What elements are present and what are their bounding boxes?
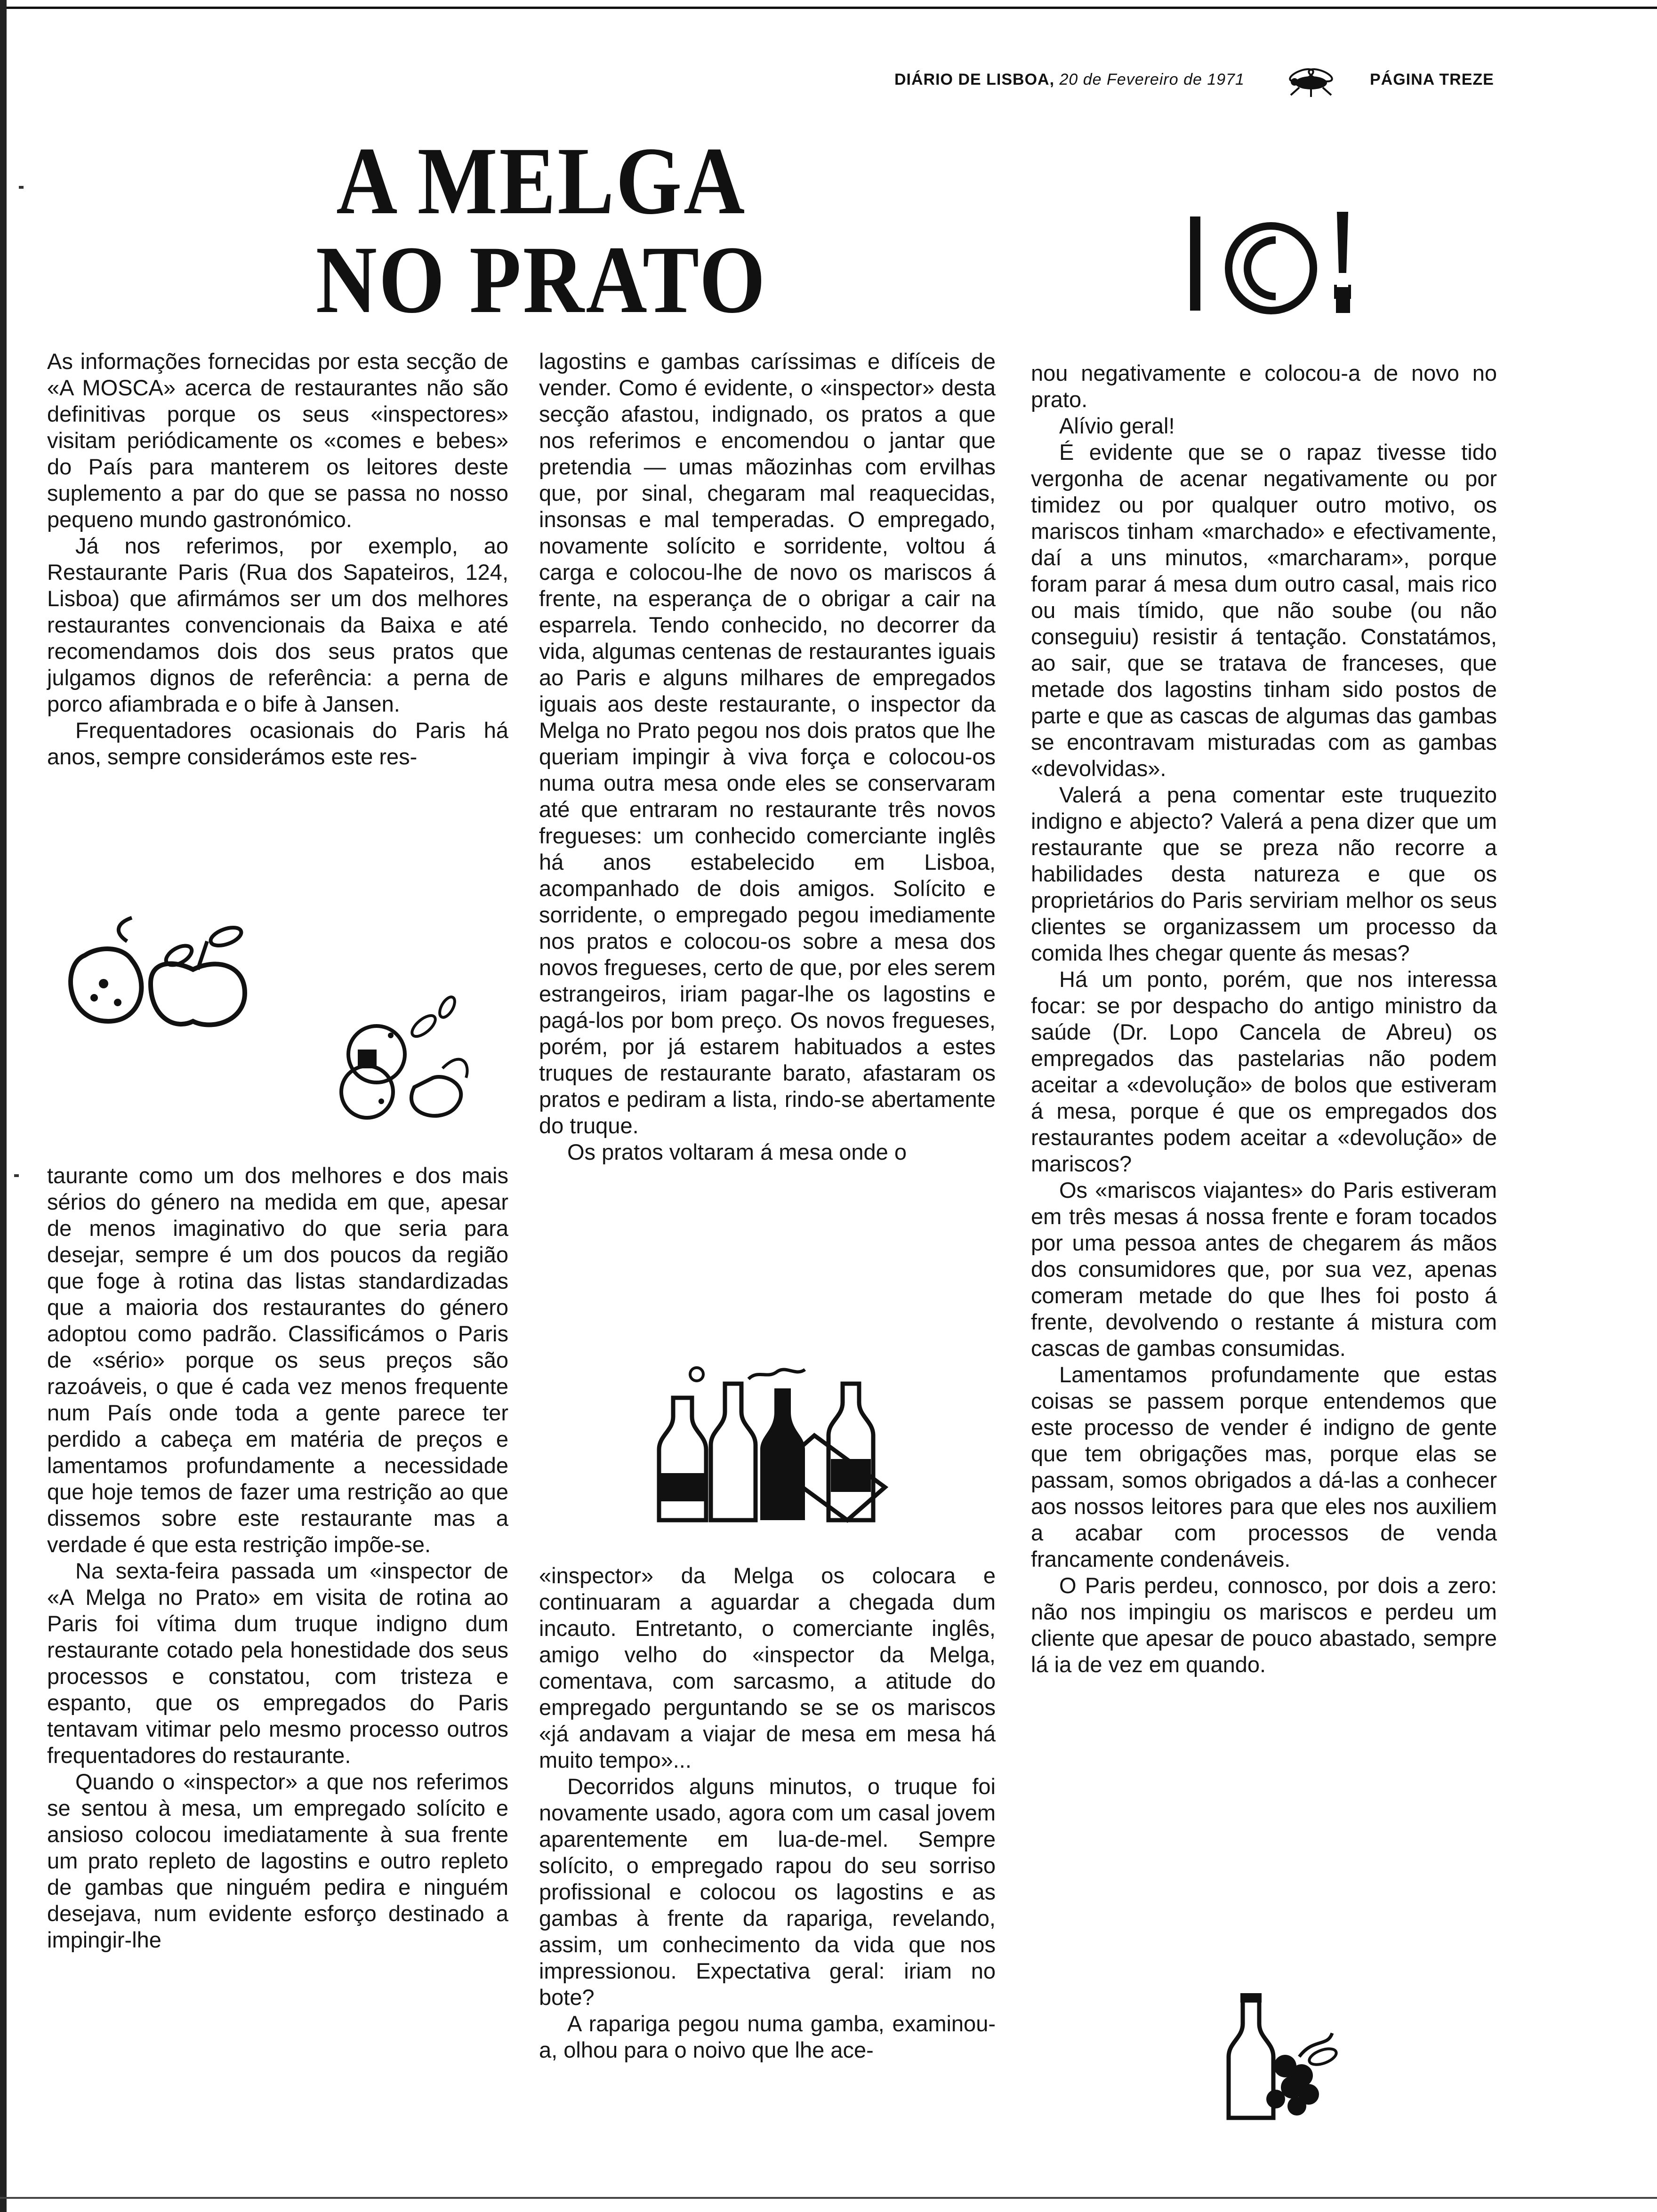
publication-name: DIÁRIO DE LISBOA,	[894, 71, 1055, 88]
paragraph: O Paris perdeu, connosco, por dois a zero: não nos impingiu os mariscos e perdeu um cliente que apesar de pouco abastado, sempre lá ia de vez em quando.	[1031, 1573, 1497, 1677]
paragraph: Decorridos alguns minutos, o truque foi novamente usado, agora com um casal jovem aparentemente em lua-de-mel. Sempre solícito, o empregado rapou do seu sorriso profissional e colocou os lagostins e as gambas à frente da rapariga, revelando, assim, um conhecimento da vida que nos impressionou. Expectativa geral: iriam no bote?	[539, 1774, 996, 2010]
paragraph: Já nos referimos, por exemplo, ao Restaurante Paris (Rua dos Sapateiros, 124, Lisboa) que afirmámos ser um dos melhores restaurantes convencionais da Baixa e até recomendamos dois dos seus pratos que julgamos dignos de referência: a perna de porco afiambrada e o bife à Jansen.	[47, 533, 508, 716]
paragraph: lagostins e gambas caríssimas e difíceis de vender. Como é evidente, o «inspector» desta secção afastou, indignado, os pratos a que nos referimos e encomendou o jantar que pretendia — umas mãozinhas com ervilhas que, por sinal, chegaram mal reaquecidas, insonsas e mal temperadas. O empregado, novamente solícito e sorridente, voltou á carga e colocou-lhe de novo os mariscos á frente, na esperança de o obrigar a cair na esparrela. Tendo conhecido, no decorrer da vida, algumas centenas de restaurantes iguais ao Paris e alguns milhares de empregados iguais aos deste restaurante, o inspector da Melga no Prato pegou nos dois pratos que lhe queriam impingir à viva força e colocou-os numa outra mesa onde eles se conservaram até que entraram no restaurante três novos fregueses: um conhecido comerciante inglês há anos estabelecido em Lisboa, acompanhado de dois amigos. Solícito e sorridente, o empregado pegou imediamente nos pratos e colocou-os sobre a mesa dos novos fregueses, certo de que, por eles serem estrangeiros, iriam pagar-lhe os lagostins e pagá-los por bom preço. Os novos fregueses, porém, por já estarem habituados a estes truques de restaurante barato, afastaram os pratos e pediram a lista, rindo-se abertamente do truque.	[539, 349, 996, 1138]
paragraph: Alívio geral!	[1059, 413, 1175, 438]
page-header	[894, 71, 1506, 89]
paragraph: Na sexta-feira passada um «inspector de «A Melga no Prato» em visita de rotina ao Paris foi vítima dum truque indigno dum restaurante cotado pela honestidade dos seus processos e constatou, com tristeza e espanto, que os empregados do Paris tentavam vitimar pelo mesmo processo outros frequentadores do restaurante.	[47, 1558, 508, 1768]
plate-cutlery-logo-icon	[1186, 207, 1356, 320]
scan-mark	[14, 1174, 19, 1177]
column-3	[1031, 360, 1497, 1678]
top-rule	[0, 7, 1657, 9]
paragraph: taurante como um dos melhores e dos mais sérios do género na medida em que, apesar de menos imaginativo do que seria para desejar, sempre é um dos poucos da região que foge à rotina das listas standardizadas que a maioria dos restaurantes do género adoptou como padrão. Classificámos o Paris de «sério» porque os seus preços são razoáveis, o que é cada vez menos frequente num País onde toda a gente parece ter perdido a cabeça em matéria de preços e lamentamos profundamente a necessidade que hoje temos de fazer uma restrição ao que dissemos sobre este restaurante mas a verdade é que esta restrição impõe-se.	[47, 1163, 508, 1557]
paragraph: nou negativamente e colocou-a de novo no prato.	[1031, 361, 1497, 412]
wine-and-grapes-icon	[1205, 1986, 1346, 2127]
bottom-rule	[0, 2197, 1657, 2199]
title-line-1: A MELGA	[336, 128, 747, 234]
paragraph: Frequentadores ocasionais do Paris há anos, sempre considerámos este res-	[47, 718, 508, 769]
paragraph: Os «mariscos viajantes» do Paris estiveram em três mesas á nossa frente e foram tocados por uma pessoa antes de chegarem ás mãos dos consumidores que, por sua vez, apenas comeram metade do que lhes foi posto á frente, devolvendo o restante á mistura com cascas de gambas consumidas.	[1031, 1178, 1497, 1361]
column-2-top	[539, 348, 996, 1165]
page-number-label: PÁGINA TREZE	[1370, 71, 1494, 88]
paragraph: Lamentamos profundamente que estas coisas se passem porque entendemos que este processo de vender é indigno de gente que tem obrigações mas, porque elas se passam, somos obrigados a dá-las a conhecer aos nossos leitores para que eles nos auxiliem a acabar com processos de venda francamente condenáveis.	[1031, 1362, 1497, 1571]
article-title	[314, 128, 769, 333]
paragraph: É evidente que se o rapaz tivesse tido vergonha de acenar negativamente ou por timidez ou por qualquer outro motivo, os mariscos tinham «marchado» e efectivamente, daí a uns minutos, «marcharam», porque foram parar á mesa dum outro casal, mais rico ou mais tímido, que não soube (ou não conseguiu) resistir á tentação. Constatámos, ao sair, que se tratava de franceses, que metade dos lagostins tinham sido postos de parte e que as cascas de algumas das gambas se encontravam misturadas com as gambas «devolvidas».	[1031, 440, 1497, 781]
paragraph: As informações fornecidas por esta secção de «A MOSCA» acerca de restaurantes não são definitivas porque os seus «inspectores» visitam periódicamente os «comes e bebes» do País para manterem os leitores deste suplemento a par do que se passa no nosso pequeno mundo gastronómico.	[47, 349, 508, 532]
column-1-bottom	[47, 1162, 508, 1953]
column-1-top	[47, 348, 508, 770]
paragraph: Há um ponto, porém, que nos interessa focar: se por despacho do antigo ministro da saúde (Dr. Lopo Cancela de Abreu) os empregados das pastelarias não podem aceitar a «devolução» de bolos que estiveram á mesa, porque é que os empregados dos restaurantes podem aceitar a «devolução» de mariscos?	[1031, 967, 1497, 1176]
paragraph: A rapariga pegou numa gamba, examinou-a, olhou para o noivo que lhe ace-	[539, 2011, 996, 2062]
title-line-2: NO PRATO	[315, 226, 767, 333]
scan-mark	[19, 186, 24, 189]
bottles-icon	[640, 1365, 904, 1534]
fly-icon	[1280, 65, 1342, 98]
paragraph: «inspector» da Melga os colocara e continuaram a aguardar a chegada dum incauto. Entretanto, o comerciante inglês, amigo velho do «inspector da Melga, comentava, com sarcasmo, a atitude do empregado perguntando se se os mariscos «já andavam a viajar de mesa em mesa há muito tempo»...	[539, 1563, 996, 1772]
fruit-icon	[56, 913, 273, 1035]
paragraph: Valerá a pena comentar este truquezito indigno e abjecto? Valerá a pena dizer que um restaurante que se preza não recorre a habilidades desta natureza e que os proprietários do Paris serviriam melhor os seus clientes se organizassem um processo da comida lhes chegar quente ás mesas?	[1031, 782, 1497, 965]
scan-edge	[0, 0, 7, 2212]
column-2-bottom	[539, 1563, 996, 2063]
paragraph: Quando o «inspector» a que nos referimos se sentou à mesa, um empregado solícito e ansioso colocou imediatamente à sua frente um prato repleto de lagostins e outro repleto de gambas que ninguém pedira e ninguém desejava, num evidente esforço destinado a impingir-lhe	[47, 1769, 508, 1952]
publication-date: 20 de Fevereiro de 1971	[1059, 71, 1245, 88]
fruit-bowl-icon	[330, 984, 485, 1134]
paragraph: Os pratos voltaram á mesa onde o	[567, 1139, 907, 1164]
